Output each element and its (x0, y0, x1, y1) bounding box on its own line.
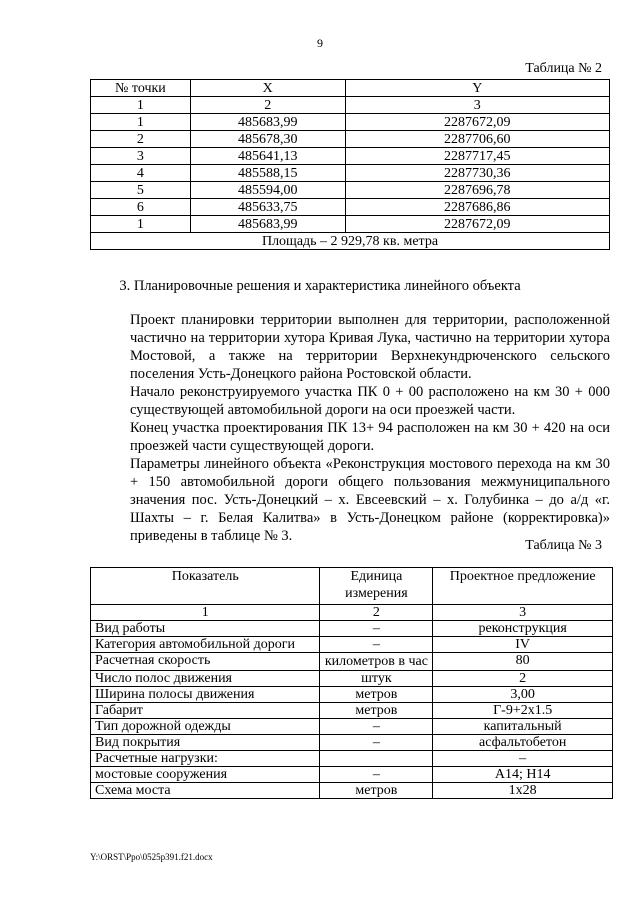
unit: – (320, 767, 433, 783)
x-coordinate: 485633,75 (190, 199, 345, 216)
proposal: реконструкция (433, 621, 613, 637)
table-row (91, 783, 613, 799)
paragraph: Конец участка проектирования ПК 13+ 94 расположен на км 30 + 420 на оси проезжей части существующей дороги. (130, 420, 610, 454)
indicator: Вид работы (91, 621, 320, 637)
proposal: капитальный (433, 719, 613, 735)
table-row (91, 671, 613, 687)
column-number: 1 (91, 97, 191, 114)
indicator: Вид покрытия (91, 735, 320, 751)
column-number: 3 (345, 97, 609, 114)
paragraph: Параметры линейного объекта «Реконструкция мостового перехода на км 30 + 150 автомобильной дороги общего пользования межмуниципального значения пос. Усть-Донецкий – х. Евсеевский – х. Голубинка – до а/д «г. Шахты – г. Белая Калитва» в Усть-Донецком районе (корректировка)» приведены в таблице № 3. (130, 456, 610, 544)
indicator: Расчетная скорость (91, 653, 320, 671)
area-value: Площадь – 2 929,78 кв. метра (91, 233, 610, 250)
table-row (91, 621, 613, 637)
unit: метров (320, 703, 433, 719)
indicator: Тип дорожной одежды (91, 719, 320, 735)
column-number: 2 (320, 605, 433, 621)
table-row (91, 199, 610, 216)
unit: – (320, 621, 433, 637)
table2-caption: Таблица № 2 (525, 61, 602, 76)
indicator: Число полос движения (91, 671, 320, 687)
table-row (91, 687, 613, 703)
table-row (91, 653, 613, 671)
y-coordinate: 2287706,60 (345, 131, 609, 148)
header-cell: Проектное предложение (433, 568, 613, 605)
column-number-row (91, 605, 613, 621)
column-number: 1 (91, 605, 320, 621)
unit: метров (320, 687, 433, 703)
table-row (91, 165, 610, 182)
x-coordinate: 485678,30 (190, 131, 345, 148)
area-row (91, 233, 610, 250)
header-cell: Показатель (91, 568, 320, 605)
proposal: 1х28 (433, 783, 613, 799)
column-number-row (91, 97, 610, 114)
parameters-table (90, 567, 613, 799)
y-coordinate: 2287696,78 (345, 182, 609, 199)
unit: километров в час (320, 653, 433, 671)
section-title: 3. Планировочные решения и характеристика линейного объекта (119, 278, 521, 294)
unit: – (320, 637, 433, 653)
table-row (91, 767, 613, 783)
table-row (91, 216, 610, 233)
x-coordinate: 485588,15 (190, 165, 345, 182)
y-coordinate: 2287686,86 (345, 199, 609, 216)
header-cell: Y (345, 80, 609, 97)
y-coordinate: 2287717,45 (345, 148, 609, 165)
x-coordinate: 485641,13 (190, 148, 345, 165)
header-cell: № точки (91, 80, 191, 97)
proposal: 2 (433, 671, 613, 687)
proposal: IV (433, 637, 613, 653)
indicator: Расчетные нагрузки: (91, 751, 320, 767)
paragraph: Проект планировки территории выполнен для территории, расположенной частично на территории хутора Кривая Лука, частично на территории хутора Мостовой, а также на территории Верхнекундрюченского сельского поселения Усть-Донецкого района Ростовской области. (130, 312, 610, 382)
unit: метров (320, 783, 433, 799)
column-number: 3 (433, 605, 613, 621)
table-header-row (91, 80, 610, 97)
table-row (91, 131, 610, 148)
unit: – (320, 735, 433, 751)
point-number: 5 (91, 182, 191, 199)
x-coordinate: 485594,00 (190, 182, 345, 199)
column-number: 2 (190, 97, 345, 114)
proposal: 80 (433, 653, 613, 671)
table-row (91, 751, 613, 767)
table-row (91, 703, 613, 719)
file-path-footer: Y:\ORST\Ppo\0525p391.f21.docx (90, 852, 213, 862)
proposal: асфальтобетон (433, 735, 613, 751)
body-text (90, 311, 610, 545)
table-row (91, 735, 613, 751)
unit: – (320, 719, 433, 735)
table-row (91, 182, 610, 199)
proposal: – (433, 751, 613, 767)
coordinates-table (90, 79, 610, 250)
page-number: 9 (317, 36, 323, 50)
point-number: 4 (91, 165, 191, 182)
table3-caption: Таблица № 3 (525, 538, 602, 553)
paragraph: Начало реконструируемого участка ПК 0 + 00 расположено на км 30 + 000 существующей автомобильной дороги на оси проезжей части. (130, 384, 610, 418)
table-row (91, 114, 610, 131)
table-header-row (91, 568, 613, 605)
indicator: Схема моста (91, 783, 320, 799)
x-coordinate: 485683,99 (190, 216, 345, 233)
indicator: Габарит (91, 703, 320, 719)
table-row (91, 719, 613, 735)
header-cell: Единица измерения (320, 568, 433, 605)
table-row (91, 148, 610, 165)
y-coordinate: 2287730,36 (345, 165, 609, 182)
point-number: 1 (91, 216, 191, 233)
proposal: 3,00 (433, 687, 613, 703)
point-number: 6 (91, 199, 191, 216)
indicator: Категория автомобильной дороги (91, 637, 320, 653)
unit (320, 751, 433, 767)
indicator: мостовые сооружения (91, 767, 320, 783)
proposal: Г-9+2х1.5 (433, 703, 613, 719)
point-number: 2 (91, 131, 191, 148)
y-coordinate: 2287672,09 (345, 114, 609, 131)
y-coordinate: 2287672,09 (345, 216, 609, 233)
indicator: Ширина полосы движения (91, 687, 320, 703)
point-number: 3 (91, 148, 191, 165)
point-number: 1 (91, 114, 191, 131)
proposal: А14; Н14 (433, 767, 613, 783)
table-row (91, 637, 613, 653)
x-coordinate: 485683,99 (190, 114, 345, 131)
unit: штук (320, 671, 433, 687)
header-cell: X (190, 80, 345, 97)
